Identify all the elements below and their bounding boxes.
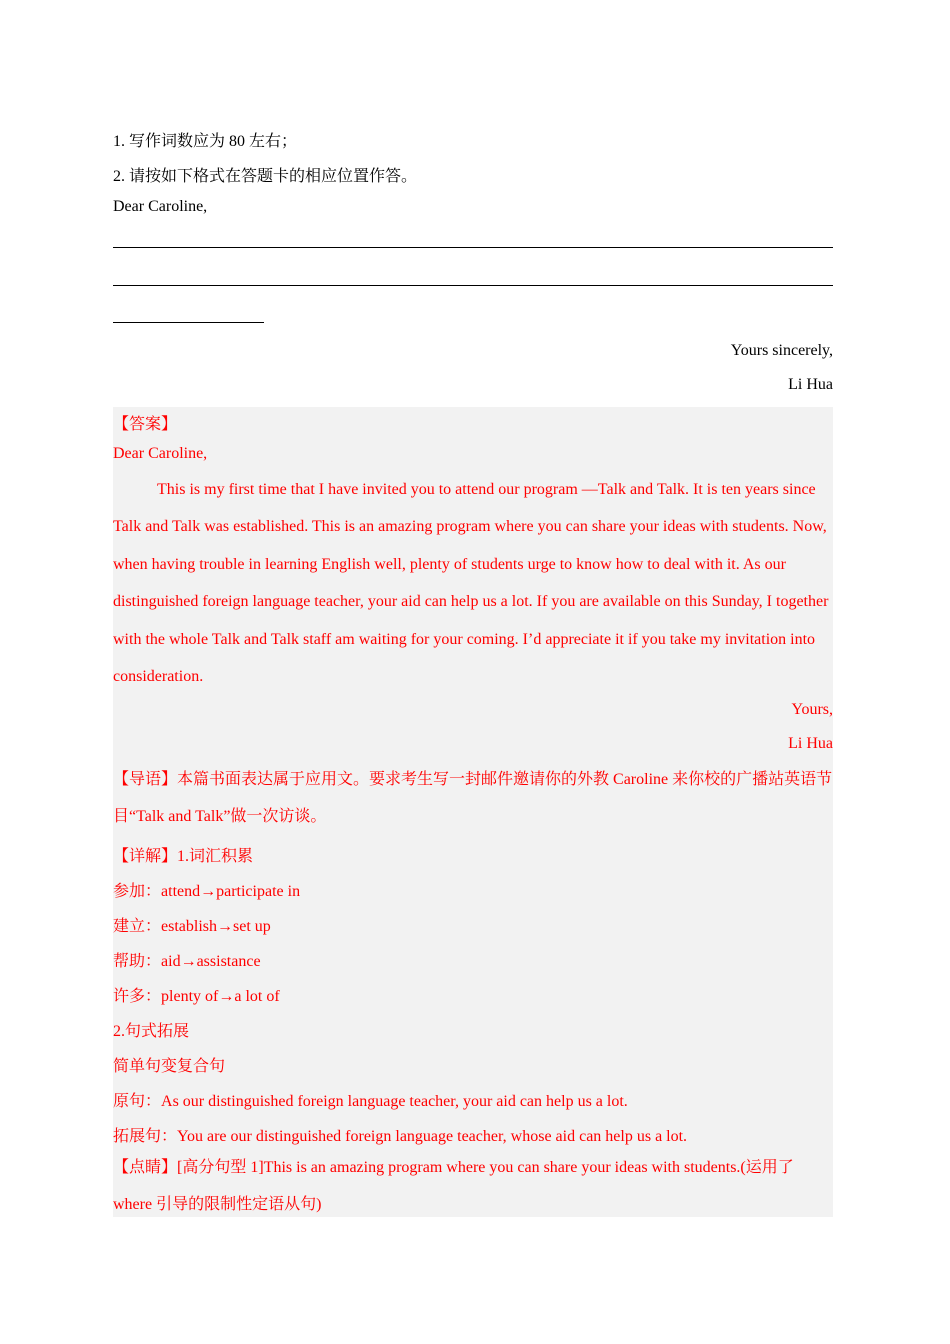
answer-label: 【答案】 — [113, 416, 178, 433]
arrow-icon: → — [217, 918, 234, 935]
answer-blank-line-1 — [113, 247, 833, 248]
guide-paragraph — [113, 761, 833, 836]
requirement-1: 1. 写作词数应为 80 左右； — [113, 133, 298, 150]
sentence-heading: 2.句式拓展 — [113, 1023, 190, 1040]
expanded-text: You are our distinguished foreign language teacher, whose aid can help us a lot. — [177, 1128, 688, 1145]
requirement-2: 2. 请按如下格式在答题卡的相应位置作答。 — [113, 168, 418, 185]
answer-body — [113, 471, 833, 695]
letter-signature: Li Hua — [788, 376, 833, 393]
vocab-word: establish — [161, 918, 218, 935]
original-text: As our distinguished foreign language teacher, your aid can help us a lot. — [161, 1093, 628, 1110]
answer-body-text: This is my first time that I have invited you to attend our program —Talk and Talk. It is ten years since Talk and Talk was established. This is an amazing program where you can share your ideas with students. Now, when having trouble in learning English well, plenty of students urge to know how to deal with it. As our distinguished foreign language teacher, your aid can help us a lot. If you are available on this Sunday, I together with the whole Talk and Talk staff am waiting for your coming. I’d appreciate it if you take my invitation into consideration. — [113, 481, 829, 686]
answer-blank-line-2 — [113, 285, 833, 286]
vocab-chinese: 参加： — [113, 883, 162, 900]
vocab-alternative: participate in — [216, 883, 301, 900]
vocab-alternative: set up — [233, 918, 271, 935]
highlight-label: 【点睛】 — [113, 1159, 178, 1176]
arrow-icon: → — [180, 953, 197, 970]
answer-blank-line-3 — [113, 322, 264, 323]
detail-label: 【详解】 — [113, 848, 178, 865]
expanded-label: 拓展句： — [113, 1128, 178, 1145]
vocab-item — [113, 948, 261, 971]
sentence-subheading: 简单句变复合句 — [113, 1058, 226, 1075]
answer-signature: Li Hua — [788, 735, 833, 752]
vocab-chinese: 建立： — [113, 918, 162, 935]
detail-heading — [113, 843, 253, 866]
highlight-paragraph — [113, 1149, 833, 1224]
vocab-chinese: 许多： — [113, 988, 162, 1005]
original-sentence — [113, 1088, 628, 1111]
expanded-sentence — [113, 1123, 687, 1146]
letter-greeting: Dear Caroline, — [113, 198, 208, 215]
vocab-alternative: assistance — [196, 953, 261, 970]
vocab-alternative: a lot of — [234, 988, 280, 1005]
vocab-word: aid — [161, 953, 181, 970]
vocab-word: plenty of — [161, 988, 219, 1005]
letter-closing: Yours sincerely, — [730, 342, 833, 359]
vocab-item — [113, 878, 300, 901]
vocab-item — [113, 913, 271, 936]
vocab-item — [113, 983, 280, 1006]
answer-closing: Yours, — [791, 701, 833, 718]
guide-text: 本篇书面表达属于应用文。要求考生写一封邮件邀请你的外教 Caroline 来你校的广播站英语节目“Talk and Talk”做一次访谈。 — [113, 771, 833, 826]
arrow-icon: → — [200, 883, 217, 900]
guide-label: 【导语】 — [113, 771, 178, 788]
vocab-heading: 1.词汇积累 — [177, 848, 254, 865]
highlight-text: [高分句型 1]This is an amazing program where you can share your ideas with students.(运用了 where 引导的限制性定语从句) — [113, 1159, 794, 1214]
vocab-chinese: 帮助： — [113, 953, 162, 970]
original-label: 原句： — [113, 1093, 162, 1110]
arrow-icon: → — [218, 988, 235, 1005]
vocab-word: attend — [161, 883, 201, 900]
answer-greeting: Dear Caroline, — [113, 445, 208, 462]
